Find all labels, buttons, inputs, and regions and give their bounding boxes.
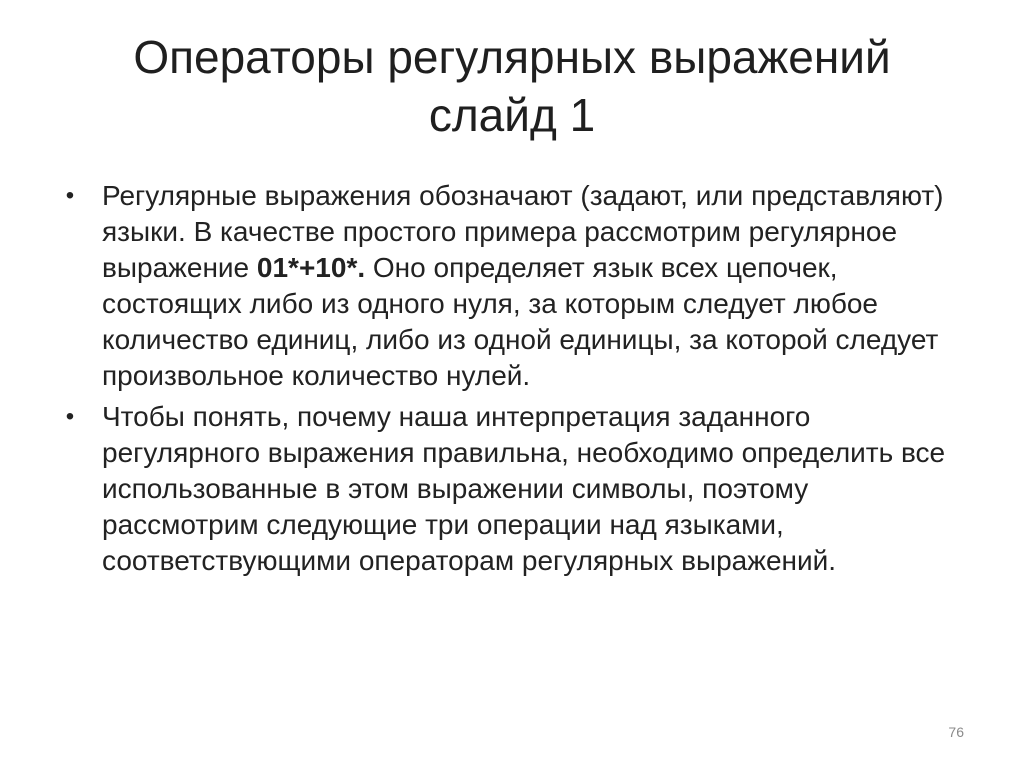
bullet-text <box>102 180 943 391</box>
slide-title-line-2: слайд 1 <box>428 89 596 141</box>
regex-example: 01*+10*. <box>256 252 366 283</box>
bullet-list <box>60 178 960 584</box>
slide-title <box>60 28 964 144</box>
slide-title-line-1: Операторы регулярных выражений <box>133 31 891 83</box>
bullet-item <box>60 399 960 579</box>
page-number: 76 <box>948 724 964 740</box>
bullet-text-part: Оно определяет язык всех цепочек, состоящих либо из одного нуля, за которым следует любое количество единиц, либо из одной единицы, за которой следует произвольное количество нулей. <box>102 252 939 391</box>
bullet-text: Чтобы понять, почему наша интерпретация заданного регулярного выражения правильна, необходимо определить все использованные в этом выражении символы, поэтому рассмотрим следующие три операции над языками, соответствующими операторам регулярных выражений. <box>102 401 946 576</box>
bullet-dot-icon: • <box>65 403 75 430</box>
bullet-dot-icon: • <box>65 182 75 209</box>
bullet-item <box>60 178 960 394</box>
bullet-text-part: Регулярные выражения обозначают (задают, или представляют) языки. В качестве простого примера рассмотрим регулярное выражение <box>102 180 944 283</box>
